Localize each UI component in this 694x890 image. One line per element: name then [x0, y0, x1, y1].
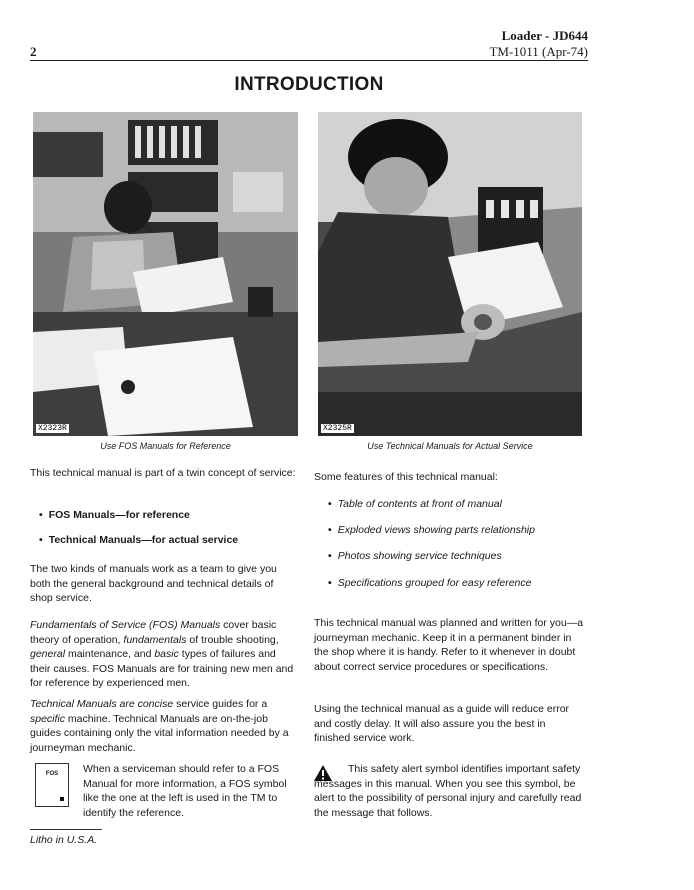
right-bullet-1: • Table of contents at front of manual	[328, 498, 502, 510]
photo-reference-caption: Use FOS Manuals for Reference	[100, 441, 231, 451]
left-para-tm	[30, 697, 298, 755]
right-bullet-3: • Photos showing service techniques	[328, 550, 502, 562]
left-para-team: The two kinds of manuals work as a team to give you both the general background and technical details of shop service.	[30, 563, 277, 604]
right-bullet-4: • Specifications grouped for easy reference	[328, 577, 532, 589]
fos-symbol-dot	[60, 797, 64, 801]
fos-text-3: maintenance, and	[65, 648, 155, 660]
fos-term-4: basic	[154, 648, 179, 660]
photo-service	[318, 112, 582, 436]
fos-term: Fundamentals of Service (FOS) Manuals	[30, 619, 221, 631]
footer-litho: Litho in U.S.A.	[30, 834, 98, 846]
header-rule	[30, 60, 588, 61]
photo-reference	[33, 112, 298, 436]
photo-service-image	[318, 112, 582, 436]
header-title: Loader - JD644	[501, 28, 588, 43]
tm-text-1: service guides for a	[173, 698, 268, 710]
right-bullet-1-text: Table of contents at front of manual	[337, 498, 502, 510]
left-para-fos	[30, 618, 298, 691]
fos-text-2: of trouble shooting,	[186, 633, 279, 646]
fos-symbol-icon	[35, 763, 69, 807]
left-para-fos-symbol: When a serviceman should refer to a FOS Manual for more information, a FOS symbol like the one at the left is used in the TM to identify the reference.	[83, 763, 287, 819]
photo-reference-tag: X2323R	[38, 424, 67, 433]
left-bullet-tm-text: Technical Manuals—for actual service	[48, 534, 239, 546]
right-bullet-2-text: Exploded views showing parts relationship	[337, 524, 535, 536]
photo-service-tag: X2325R	[323, 424, 352, 433]
tm-term-2: specific	[30, 712, 66, 725]
photo-reference-image	[33, 112, 298, 436]
right-bullet-2: • Exploded views showing parts relationship	[328, 524, 535, 536]
tm-text-2: machine. Technical Manuals are on-the-job guides containing only the vital information needed by a journeyman mechanic.	[30, 712, 289, 754]
fos-term-3: general	[30, 648, 66, 660]
left-bullet-fos-text: FOS Manuals—for reference	[48, 509, 190, 521]
left-bullet-fos: • FOS Manuals—for reference	[39, 509, 190, 521]
page-title: INTRODUCTION	[234, 74, 384, 95]
footer-rule	[30, 829, 102, 830]
right-para-planned: This technical manual was planned and written for you—a journeyman mechanic. Keep it in a permanent binder in the shop where it is handy. Refer to it whenever in doubt about correct service procedures or specifications.	[314, 617, 584, 673]
fos-symbol-label: FOS	[45, 771, 59, 777]
right-bullet-4-text: Specifications grouped for easy reference	[337, 577, 532, 589]
page-number: 2	[30, 44, 37, 59]
fos-text-1: cover basic theory of operation,	[30, 619, 277, 646]
right-para-safety: This safety alert symbol identifies important safety messages in this manual. When you see this symbol, be alert to the possibility of personal injury and carefully read the message that follows.	[314, 763, 582, 819]
fos-text-4: types of failures and their causes. FOS Manuals are for training new men and for reference by experienced men.	[30, 648, 294, 689]
fos-term-2: fundamentals	[123, 633, 187, 646]
header-subtitle: TM-1011 (Apr-74)	[489, 44, 588, 59]
left-bullet-tm: • Technical Manuals—for actual service	[39, 534, 239, 546]
right-intro: Some features of this technical manual:	[314, 471, 498, 483]
tm-term: Technical Manuals are concise	[30, 698, 174, 710]
left-intro: This technical manual is part of a twin concept of service:	[30, 467, 296, 479]
right-bullet-3-text: Photos showing service techniques	[337, 550, 502, 562]
right-para-guide: Using the technical manual as a guide will reduce error and costly delay. It will also assure you the best in finished service work.	[314, 703, 570, 744]
photo-service-caption: Use Technical Manuals for Actual Service	[367, 441, 533, 451]
